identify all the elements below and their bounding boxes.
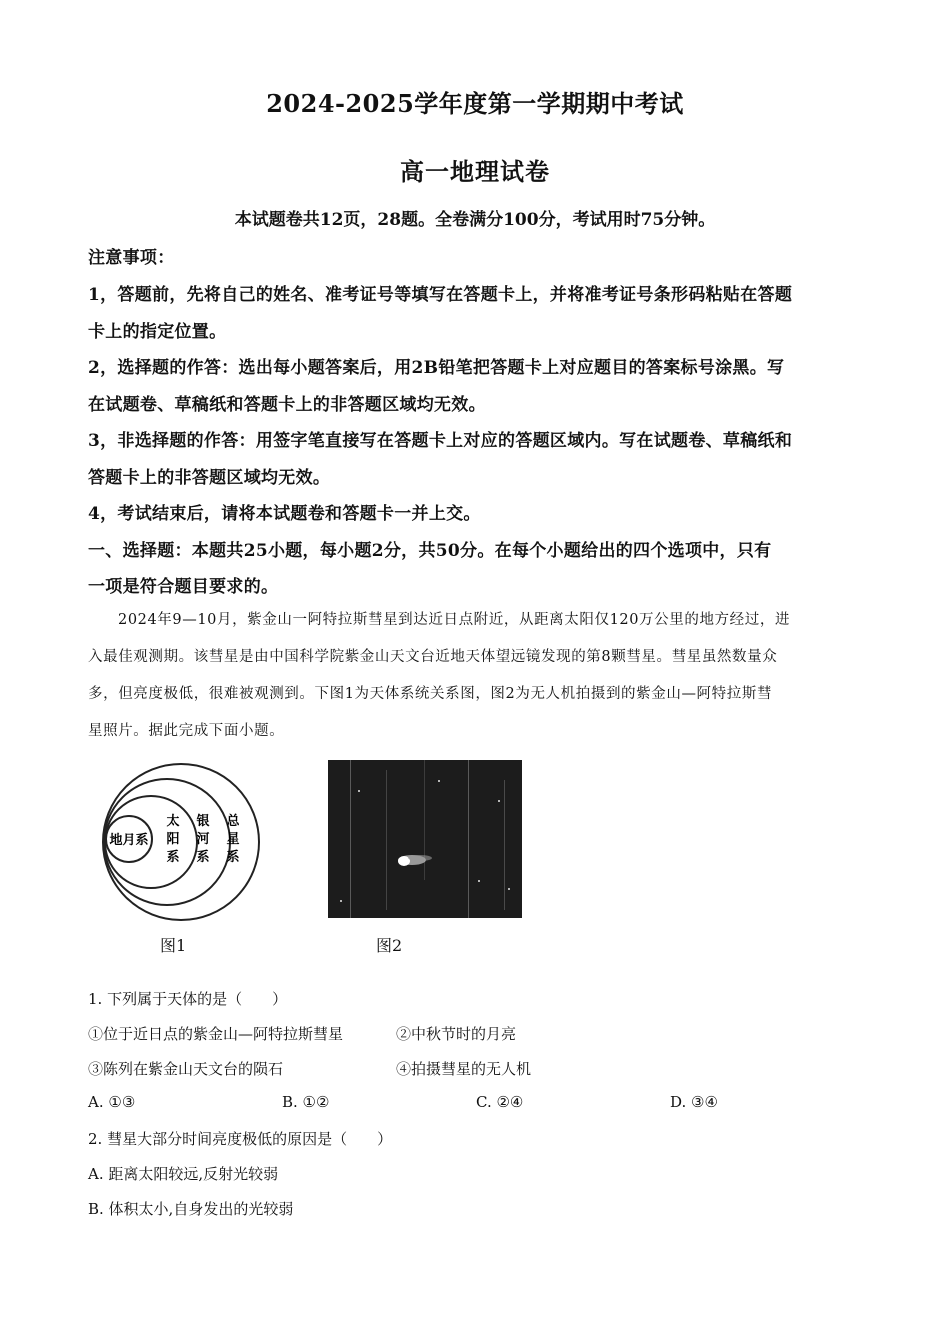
question-1-option-d: D. ③④ [670,1093,718,1111]
svg-text:星: 星 [226,832,240,847]
notice-line: 在试题卷、草稿纸和答题卡上的非答题区域均无效。 [88,395,486,415]
exam-title: 2024-2025学年度第一学期期中考试 [266,89,684,118]
question-1-item: ③陈列在紫金山天文台的陨石 [88,1060,284,1078]
svg-text:太: 太 [166,814,180,829]
exam-summary: 本试题卷共12页，28题。全卷满分100分，考试用时75分钟。 [234,210,716,230]
notice-line: 4，考试结束后，请将本试题卷和答题卡一并上交。 [88,504,481,524]
question-2-option-b: B. 体积太小,自身发出的光较弱 [88,1200,294,1218]
svg-text:系: 系 [196,850,210,865]
question-2-option-a: A. 距离太阳较远,反射光较弱 [88,1165,279,1183]
svg-text:系: 系 [166,850,180,865]
question-1-item: ②中秋节时的月亮 [396,1025,517,1043]
comet-icon [394,848,444,872]
notice-line: 卡上的指定位置。 [88,322,227,342]
question-1-item: ④拍摄彗星的无人机 [396,1060,532,1078]
figure2-caption: 图2 [376,936,403,955]
passage-line: 多，但亮度极低，很难被观测到。下图1为天体系统关系图，图2为无人机拍摄到的紫金山—阿特拉斯彗 [88,686,773,702]
question-1-option-c: C. ②④ [476,1093,524,1111]
notice-line: 2，选择题的作答：选出每小题答案后，用2B铅笔把答题卡上对应题目的答案标号涂黑。写 [88,358,785,378]
notice-heading: 注意事项： [88,248,175,268]
svg-text:阳: 阳 [166,832,180,847]
comet-photo [328,760,522,918]
section-heading: 一、选择题：本题共25小题，每小题2分，共50分。在每个小题给出的四个选项中，只有 [88,541,772,561]
notice-line: 答题卡上的非答题区域均无效。 [88,468,331,488]
celestial-system-diagram [96,752,266,932]
svg-text:总: 总 [226,814,240,829]
passage-line: 星照片。据此完成下面小题。 [88,723,285,739]
label-earth-moon: 地月系 [109,833,149,848]
passage-line: 入最佳观测期。该彗星是由中国科学院紫金山天文台近地天体望远镜发现的第8颗彗星。彗星虽然数量众 [88,649,778,665]
figure1-caption: 图1 [160,936,187,955]
notice-line: 1，答题前，先将自己的姓名、准考证号等填写在答题卡上，并将准考证号条形码粘贴在答题 [88,285,793,305]
svg-text:河: 河 [196,832,210,847]
notice-line: 3，非选择题的作答：用签字笔直接写在答题卡上对应的答题区域内。写在试题卷、草稿纸和 [88,431,793,451]
question-1-option-a: A. ①③ [88,1093,136,1111]
exam-subtitle: 高一地理试卷 [400,157,550,186]
question-1-option-b: B. ①② [282,1093,330,1111]
question-1-stem: 1. 下列属于天体的是（ ） [88,990,288,1008]
svg-text:银: 银 [196,814,210,829]
question-2-stem: 2. 彗星大部分时间亮度极低的原因是（ ） [88,1130,393,1148]
section-heading: 一项是符合题目要求的。 [88,577,279,597]
passage-line: 2024年9—10月，紫金山一阿特拉斯彗星到达近日点附近，从距离太阳仅120万公里的地方经过，进 [118,612,791,628]
svg-text:系: 系 [226,850,240,865]
question-1-item: ①位于近日点的紫金山—阿特拉斯彗星 [88,1025,344,1043]
